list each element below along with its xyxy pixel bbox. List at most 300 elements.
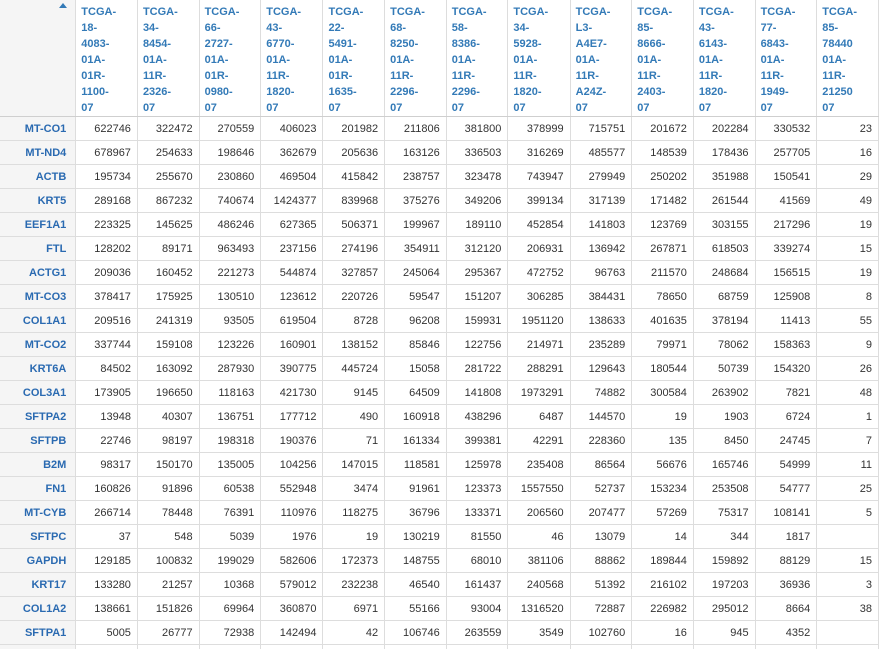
table-cell: 209516 (76, 309, 138, 333)
table-cell: 1976 (261, 525, 323, 549)
column-header-text: 1820- (513, 86, 542, 98)
table-cell: 52737 (570, 477, 632, 501)
table-cell: 250202 (632, 165, 694, 189)
column-header-text: 85- (822, 22, 839, 34)
column-header-sample[interactable] (137, 0, 199, 117)
column-header-text: 8250- (390, 38, 419, 50)
table-cell: 198646 (199, 141, 261, 165)
column-header-text: TCGA- (513, 6, 549, 18)
table-cell: 8728 (323, 309, 385, 333)
table-cell: 1817 (755, 525, 817, 549)
row-header-gene: SFTPB (0, 429, 76, 453)
column-header-sample[interactable] (632, 0, 694, 117)
table-cell: 123373 (446, 477, 508, 501)
table-cell: 715751 (570, 117, 632, 141)
table-cell: 136751 (199, 405, 261, 429)
table-cell: 160452 (137, 261, 199, 285)
column-header-text: 07 (142, 102, 156, 114)
column-header-text: 11R- (822, 70, 846, 82)
column-header-text: 07 (328, 102, 341, 114)
column-header-text: 0980- (204, 86, 233, 98)
table-cell: 421730 (261, 381, 323, 405)
column-header-sample[interactable] (817, 0, 879, 117)
column-header-text: A4E7- (575, 38, 607, 50)
table-cell: 5005 (76, 621, 138, 645)
table-cell: 5039 (199, 525, 261, 549)
column-header-text: 4083- (81, 38, 110, 50)
table-cell: 84502 (76, 357, 138, 381)
table-cell: 177712 (261, 405, 323, 429)
row-header-gene: SFTPC (0, 525, 76, 549)
column-header-text: 01R- (204, 70, 229, 82)
column-header-text: 34- (513, 22, 530, 34)
row-header-gene: GAPDH (0, 549, 76, 573)
column-header-sample[interactable] (570, 0, 632, 117)
table-cell: 98197 (137, 429, 199, 453)
column-header-text: 11R- (760, 70, 784, 82)
column-header-sample[interactable] (755, 0, 817, 117)
table-cell: 118581 (385, 453, 447, 477)
table-cell: 267871 (632, 237, 694, 261)
table-cell: 963493 (199, 237, 261, 261)
column-header-text: 11R- (390, 70, 414, 82)
column-header-text: 1100- (81, 86, 109, 98)
table-cell: 270559 (199, 117, 261, 141)
table-row (0, 453, 879, 477)
column-header-text: 01A- (390, 54, 414, 66)
row-header-gene: SFTPA1 (0, 621, 76, 645)
table-cell: 57269 (632, 501, 694, 525)
table-cell: 485577 (570, 141, 632, 165)
table-cell: 544874 (261, 261, 323, 285)
table-cell: 202284 (693, 117, 755, 141)
table-cell: 351988 (693, 165, 755, 189)
column-header-text: 07 (698, 102, 712, 114)
column-header-sample[interactable] (323, 0, 385, 117)
table-cell: 160826 (76, 477, 138, 501)
table-row (0, 165, 879, 189)
table-cell: 173905 (76, 381, 138, 405)
column-header-text: 18- (81, 22, 98, 34)
table-cell: 123769 (632, 213, 694, 237)
column-header-text: 01R- (81, 70, 106, 82)
table-cell: 42291 (508, 429, 570, 453)
table-cell: 75317 (693, 501, 755, 525)
row-header-gene (0, 645, 76, 649)
table-cell: 118275 (323, 501, 385, 525)
table-cell: 189844 (632, 549, 694, 573)
table-cell: 180544 (632, 357, 694, 381)
column-header-text: 11R- (513, 70, 537, 82)
table-cell: 91961 (385, 477, 447, 501)
table-cell: 141808 (446, 381, 508, 405)
column-header-text: 2403- (637, 86, 666, 98)
table-cell: 287930 (199, 357, 261, 381)
table-cell: 3474 (323, 477, 385, 501)
table-cell: 141803 (570, 213, 632, 237)
table-cell: 156515 (755, 261, 817, 285)
row-header-gene: KRT6A (0, 357, 76, 381)
table-cell: 6487 (508, 405, 570, 429)
table-cell: 240568 (508, 573, 570, 597)
table-cell: 241319 (137, 309, 199, 333)
table-cell: 175925 (137, 285, 199, 309)
table-cell: 8664 (755, 597, 817, 621)
table-cell (385, 645, 447, 649)
table-cell: 330532 (755, 117, 817, 141)
row-header-gene: MT-CO1 (0, 117, 76, 141)
table-cell: 344 (693, 525, 755, 549)
table-cell: 15058 (385, 357, 447, 381)
column-header-text: 43- (266, 22, 283, 34)
table-cell: 205636 (323, 141, 385, 165)
column-header-text: 2296- (390, 86, 419, 98)
table-cell: 72887 (570, 597, 632, 621)
table-row (0, 573, 879, 597)
table-cell: 254633 (137, 141, 199, 165)
column-header-text: 01A- (822, 54, 847, 66)
column-header-text: A24Z- (575, 86, 607, 98)
column-header-text: TCGA- (142, 6, 178, 18)
table-cell: 24745 (755, 429, 817, 453)
table-cell: 279949 (570, 165, 632, 189)
table-cell: 133371 (446, 501, 508, 525)
table-cell: 16 (632, 621, 694, 645)
table-cell: 154320 (755, 357, 817, 381)
column-header-text: TCGA- (266, 6, 302, 18)
table-cell: 266714 (76, 501, 138, 525)
table-cell: 1903 (693, 405, 755, 429)
table-cell (508, 645, 570, 649)
table-cell: 486246 (199, 213, 261, 237)
table-cell: 51392 (570, 573, 632, 597)
table-row (0, 141, 879, 165)
table-cell: 237156 (261, 237, 323, 261)
table-cell: 78448 (137, 501, 199, 525)
column-header-text: 1820- (698, 86, 728, 98)
column-header-sample[interactable] (446, 0, 508, 117)
table-cell: 60538 (199, 477, 261, 501)
table-cell: 15 (817, 549, 879, 573)
column-header-text: 78440 (822, 38, 853, 50)
table-cell: 362679 (261, 141, 323, 165)
table-cell: 68759 (693, 285, 755, 309)
table-cell: 378417 (76, 285, 138, 309)
table-row (0, 189, 879, 213)
table-cell: 151207 (446, 285, 508, 309)
table-cell: 64509 (385, 381, 447, 405)
table-cell: 472752 (508, 261, 570, 285)
table-cell: 36796 (385, 501, 447, 525)
table-cell (137, 645, 199, 649)
table-cell: 1557550 (508, 477, 570, 501)
table-row (0, 525, 879, 549)
table-cell (261, 645, 323, 649)
table-cell: 171482 (632, 189, 694, 213)
table-cell: 125908 (755, 285, 817, 309)
table-cell: 230860 (199, 165, 261, 189)
column-header-text: 8386- (451, 38, 480, 50)
table-cell: 327857 (323, 261, 385, 285)
table-cell: 445724 (323, 357, 385, 381)
column-header-sample[interactable] (261, 0, 323, 117)
table-cell: 118163 (199, 381, 261, 405)
table-cell: 55166 (385, 597, 447, 621)
row-header-gene: B2M (0, 453, 76, 477)
table-row (0, 261, 879, 285)
table-cell: 129643 (570, 357, 632, 381)
table-cell: 16 (817, 141, 879, 165)
column-header-text: 2727- (204, 38, 233, 50)
table-cell: 199967 (385, 213, 447, 237)
table-cell: 469504 (261, 165, 323, 189)
table-cell (817, 621, 879, 645)
column-header-text: 01A- (760, 54, 785, 66)
column-header-text: 07 (575, 102, 588, 114)
table-cell: 552948 (261, 477, 323, 501)
column-header-text: 11R- (698, 70, 723, 82)
column-header-text: 07 (390, 102, 403, 114)
table-cell: 78062 (693, 333, 755, 357)
table-cell: 582606 (261, 549, 323, 573)
table-cell: 59547 (385, 285, 447, 309)
table-row (0, 213, 879, 237)
table-row (0, 621, 879, 645)
column-header-sample[interactable] (693, 0, 755, 117)
table-cell: 172373 (323, 549, 385, 573)
table-cell: 150170 (137, 453, 199, 477)
table-cell: 37 (76, 525, 138, 549)
table-cell: 165746 (693, 453, 755, 477)
table-cell: 50739 (693, 357, 755, 381)
table-cell: 206560 (508, 501, 570, 525)
table-cell: 130219 (385, 525, 447, 549)
table-cell (76, 645, 138, 649)
corner-header[interactable] (0, 0, 76, 117)
table-cell: 390775 (261, 357, 323, 381)
table-cell: 178436 (693, 141, 755, 165)
table-cell: 147015 (323, 453, 385, 477)
table-cell: 25 (817, 477, 879, 501)
table-cell: 255670 (137, 165, 199, 189)
table-cell: 406023 (261, 117, 323, 141)
table-cell (755, 645, 817, 649)
table-cell: 8450 (693, 429, 755, 453)
table-cell: 207477 (570, 501, 632, 525)
table-row (0, 597, 879, 621)
column-header-text: 5491- (328, 38, 357, 50)
table-cell: 263902 (693, 381, 755, 405)
table-cell: 360870 (261, 597, 323, 621)
sort-ascending-icon[interactable] (59, 3, 67, 8)
column-header-sample[interactable] (76, 0, 138, 117)
column-header-text: 11R- (266, 70, 290, 82)
table-row (0, 357, 879, 381)
row-header-gene: KRT5 (0, 189, 76, 213)
table-cell: 68010 (446, 549, 508, 573)
table-cell: 209036 (76, 261, 138, 285)
table-cell: 55 (817, 309, 879, 333)
column-header-text: 07 (81, 102, 94, 114)
column-header-text: 01A- (513, 54, 538, 66)
table-row (0, 237, 879, 261)
table-cell: 13948 (76, 405, 138, 429)
column-header-text: L3- (575, 22, 593, 34)
row-header-gene: FTL (0, 237, 76, 261)
table-cell: 138661 (76, 597, 138, 621)
table-cell: 4352 (755, 621, 817, 645)
column-header-text: 01A- (575, 54, 600, 66)
table-cell: 199029 (199, 549, 261, 573)
table-row (0, 381, 879, 405)
table-cell: 303155 (693, 213, 755, 237)
table-cell: 399134 (508, 189, 570, 213)
column-header-sample[interactable] (385, 0, 447, 117)
table-cell: 86564 (570, 453, 632, 477)
column-header-text: 58- (451, 22, 468, 34)
table-cell: 125978 (446, 453, 508, 477)
table-cell: 438296 (446, 405, 508, 429)
table-row (0, 405, 879, 429)
table-cell: 452854 (508, 213, 570, 237)
table-cell: 54777 (755, 477, 817, 501)
column-header-text: 8666- (637, 38, 666, 50)
table-cell: 148755 (385, 549, 447, 573)
table-cell: 36936 (755, 573, 817, 597)
table-cell (632, 645, 694, 649)
table-cell: 384431 (570, 285, 632, 309)
table-cell: 678967 (76, 141, 138, 165)
column-header-text: 01A- (204, 54, 229, 66)
table-cell: 8 (817, 285, 879, 309)
table-cell: 339274 (755, 237, 817, 261)
table-cell: 317139 (570, 189, 632, 213)
table-row (0, 117, 879, 141)
table-row (0, 429, 879, 453)
table-cell: 189110 (446, 213, 508, 237)
table-cell: 22746 (76, 429, 138, 453)
column-header-text: 6770- (266, 38, 295, 50)
table-cell (817, 645, 879, 649)
table-cell: 88862 (570, 549, 632, 573)
table-cell: 123612 (261, 285, 323, 309)
table-cell: 274196 (323, 237, 385, 261)
column-header-text: 77- (760, 22, 777, 34)
table-row (0, 549, 879, 573)
table-cell: 98317 (76, 453, 138, 477)
column-header-text: 11R- (575, 70, 599, 82)
table-row (0, 645, 879, 649)
table-cell: 220726 (323, 285, 385, 309)
column-header-text: 01A- (81, 54, 106, 66)
table-cell: 159108 (137, 333, 199, 357)
table-cell: 72938 (199, 621, 261, 645)
table-cell: 78650 (632, 285, 694, 309)
table-cell: 42 (323, 621, 385, 645)
table-cell: 158363 (755, 333, 817, 357)
column-header-text: TCGA- (760, 6, 796, 18)
table-cell: 46540 (385, 573, 447, 597)
table-cell: 1 (817, 405, 879, 429)
table-row (0, 309, 879, 333)
table-cell: 548 (137, 525, 199, 549)
table-cell: 322472 (137, 117, 199, 141)
table-cell: 26777 (137, 621, 199, 645)
table-cell: 159892 (693, 549, 755, 573)
table-cell: 56676 (632, 453, 694, 477)
table-cell: 135005 (199, 453, 261, 477)
table-cell: 69964 (199, 597, 261, 621)
table-cell: 627365 (261, 213, 323, 237)
table-cell: 19 (817, 213, 879, 237)
column-header-text: 8454- (142, 38, 172, 50)
column-header-text: TCGA- (204, 6, 240, 18)
table-cell: 198318 (199, 429, 261, 453)
column-header-text: 6143- (698, 38, 728, 50)
table-cell: 9145 (323, 381, 385, 405)
table-cell: 76391 (199, 501, 261, 525)
table-cell: 21257 (137, 573, 199, 597)
table-cell: 48 (817, 381, 879, 405)
table-cell: 38 (817, 597, 879, 621)
row-header-gene: ACTB (0, 165, 76, 189)
column-header-text: TCGA- (328, 6, 364, 18)
table-row (0, 477, 879, 501)
column-header-sample[interactable] (508, 0, 570, 117)
table-cell: 81550 (446, 525, 508, 549)
row-header-gene: COL3A1 (0, 381, 76, 405)
table-cell: 3549 (508, 621, 570, 645)
column-header-text: 11R- (142, 70, 167, 82)
table-cell: 323478 (446, 165, 508, 189)
table-cell: 248684 (693, 261, 755, 285)
table-cell: 13079 (570, 525, 632, 549)
table-cell: 195734 (76, 165, 138, 189)
table-cell: 142494 (261, 621, 323, 645)
table-cell: 49 (817, 189, 879, 213)
table-cell: 138152 (323, 333, 385, 357)
table-cell: 945 (693, 621, 755, 645)
table-cell: 401635 (632, 309, 694, 333)
table-cell: 3 (817, 573, 879, 597)
table-cell: 214971 (508, 333, 570, 357)
table-cell: 295367 (446, 261, 508, 285)
table-cell: 349206 (446, 189, 508, 213)
column-header-sample[interactable] (199, 0, 261, 117)
table-cell: 336503 (446, 141, 508, 165)
table-cell: 196650 (137, 381, 199, 405)
column-header-text: TCGA- (698, 6, 734, 18)
table-cell: 226982 (632, 597, 694, 621)
row-header-gene: MT-CO2 (0, 333, 76, 357)
table-cell: 381106 (508, 549, 570, 573)
table-cell: 151826 (137, 597, 199, 621)
column-header-text: 07 (637, 102, 650, 114)
table-cell: 839968 (323, 189, 385, 213)
table-cell: 579012 (261, 573, 323, 597)
column-header-text: 1949- (760, 86, 789, 98)
table-cell: 257705 (755, 141, 817, 165)
table-cell: 144570 (570, 405, 632, 429)
table-cell: 316269 (508, 141, 570, 165)
table-cell: 378999 (508, 117, 570, 141)
table-cell: 46 (508, 525, 570, 549)
column-header-text: 11R- (637, 70, 661, 82)
table-cell: 159931 (446, 309, 508, 333)
table-cell: 106746 (385, 621, 447, 645)
table-cell: 100832 (137, 549, 199, 573)
table-cell: 6724 (755, 405, 817, 429)
